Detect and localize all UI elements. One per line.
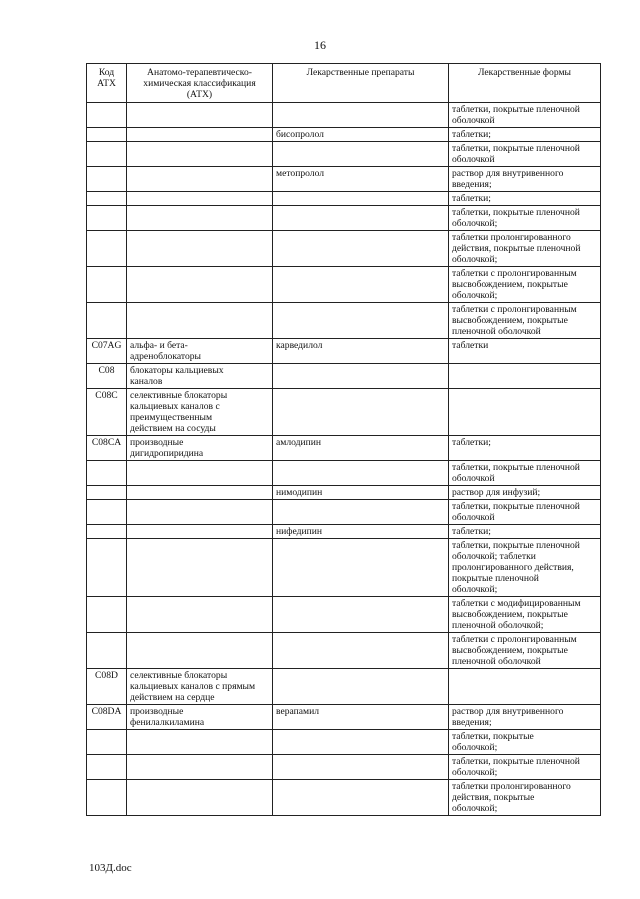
cell-code (87, 142, 127, 167)
table-row (87, 231, 601, 267)
table-row (87, 539, 601, 597)
cell-drug (273, 730, 449, 755)
cell-classification (127, 339, 273, 364)
cell-line: раствор для инфузий; (452, 487, 541, 498)
cell-classification (127, 730, 273, 755)
cell-drug (273, 539, 449, 597)
cell-line: таблетки пролонгированного (452, 781, 571, 792)
cell-form (449, 669, 601, 705)
cell-line: блокаторы кальциевых (130, 365, 224, 376)
cell-form (449, 461, 601, 486)
table-row (87, 206, 601, 231)
cell-code (87, 128, 127, 142)
table-row (87, 267, 601, 303)
cell-code (87, 206, 127, 231)
cell-code: C08 (87, 364, 127, 389)
cell-code (87, 192, 127, 206)
cell-form (449, 167, 601, 192)
cell-line: введения; (452, 179, 492, 190)
cell-line: введения; (452, 717, 492, 728)
cell-drug (273, 500, 449, 525)
cell-line: оболочкой (452, 512, 495, 523)
cell-line: оболочкой; (452, 803, 498, 814)
cell-line: таблетки с пролонгированным (452, 268, 577, 279)
cell-code: C07AG (87, 339, 127, 364)
cell-code: C08D (87, 669, 127, 705)
cell-line: оболочкой; (452, 767, 498, 778)
cell-line: таблетки, покрытые пленочной (452, 540, 580, 551)
cell-drug (273, 705, 449, 730)
cell-code: C08CA (87, 436, 127, 461)
cell-line: оболочкой; таблетки (452, 551, 536, 562)
cell-code (87, 167, 127, 192)
cell-code: C08DA (87, 705, 127, 730)
cell-line: пленочной оболочкой (452, 326, 541, 337)
cell-line: карведилол (276, 340, 323, 351)
table-row (87, 525, 601, 539)
cell-line: нифедипин (276, 526, 323, 537)
cell-line: Лекарственные препараты (306, 67, 415, 78)
table-row (87, 461, 601, 486)
table-row (87, 128, 601, 142)
cell-form (449, 705, 601, 730)
cell-line: действием на сердце (130, 692, 215, 703)
cell-line: преимущественным (130, 412, 213, 423)
cell-line: адреноблокаторы (130, 351, 201, 362)
cell-drug (273, 303, 449, 339)
cell-classification (127, 525, 273, 539)
cell-classification (127, 755, 273, 780)
cell-line: таблетки, покрытые пленочной (452, 104, 580, 115)
table-row (87, 633, 601, 669)
cell-line: высвобождением, покрытые (452, 279, 568, 290)
cell-form (449, 128, 601, 142)
cell-classification (127, 486, 273, 500)
header-forms (449, 64, 601, 103)
cell-line: (АТХ) (186, 89, 213, 100)
header-code (87, 64, 127, 103)
cell-line: каналов (130, 376, 163, 387)
cell-drug (273, 231, 449, 267)
table-row (87, 303, 601, 339)
cell-line: таблетки; (452, 526, 491, 537)
cell-code (87, 500, 127, 525)
cell-line: действием на сосуды (130, 423, 216, 434)
cell-form (449, 597, 601, 633)
cell-classification (127, 461, 273, 486)
cell-form (449, 539, 601, 597)
cell-line: нимодипин (276, 487, 323, 498)
cell-classification (127, 364, 273, 389)
cell-line: таблетки с пролонгированным (452, 634, 577, 645)
table-row (87, 103, 601, 128)
cell-drug (273, 461, 449, 486)
cell-code (87, 780, 127, 816)
cell-line: высвобождением, покрытые (452, 645, 568, 656)
cell-drug (273, 339, 449, 364)
cell-line: амлодипин (276, 437, 322, 448)
cell-form (449, 192, 601, 206)
cell-drug (273, 486, 449, 500)
page-number: 16 (314, 38, 326, 52)
cell-form (449, 755, 601, 780)
cell-form (449, 339, 601, 364)
cell-line: раствор для внутривенного (452, 168, 564, 179)
header-classification (127, 64, 273, 103)
cell-line: таблетки с модифицированным (452, 598, 581, 609)
cell-form (449, 633, 601, 669)
cell-classification (127, 633, 273, 669)
cell-code (87, 461, 127, 486)
cell-line: таблетки; (452, 129, 491, 140)
cell-classification (127, 231, 273, 267)
cell-classification (127, 539, 273, 597)
table-row (87, 364, 601, 389)
cell-line: оболочкой (452, 115, 495, 126)
cell-line: селективные блокаторы (130, 670, 228, 681)
cell-line: кальциевых каналов с прямым (130, 681, 256, 692)
cell-classification (127, 206, 273, 231)
cell-line: оболочкой; (452, 742, 498, 753)
cell-line: дигидропиридина (130, 448, 204, 459)
cell-drug (273, 128, 449, 142)
cell-line: таблетки (452, 340, 489, 351)
cell-classification (127, 167, 273, 192)
cell-line: таблетки, покрытые пленочной (452, 207, 580, 218)
cell-line: селективные блокаторы (130, 390, 228, 401)
cell-classification (127, 669, 273, 705)
table-row (87, 142, 601, 167)
table-row (87, 597, 601, 633)
cell-line: оболочкой; (452, 254, 498, 265)
cell-line: метопролол (276, 168, 325, 179)
cell-line: действия, покрытые пленочной (452, 243, 581, 254)
cell-line: таблетки пролонгированного (452, 232, 571, 243)
cell-code (87, 539, 127, 597)
cell-drug (273, 142, 449, 167)
cell-line: Лекарственные формы (477, 67, 571, 78)
cell-classification (127, 267, 273, 303)
cell-drug (273, 597, 449, 633)
cell-form (449, 486, 601, 500)
cell-code: C08C (87, 389, 127, 436)
cell-classification (127, 436, 273, 461)
cell-form (449, 103, 601, 128)
cell-code (87, 267, 127, 303)
cell-line: пролонгированного действия, (452, 562, 574, 573)
cell-form (449, 500, 601, 525)
cell-form (449, 436, 601, 461)
cell-line: таблетки, покрытые пленочной (452, 756, 580, 767)
table-row (87, 500, 601, 525)
cell-line: Код (98, 67, 115, 78)
cell-form (449, 231, 601, 267)
table-header (87, 64, 601, 103)
table-body (87, 103, 601, 816)
cell-line: таблетки, покрытые пленочной (452, 462, 580, 473)
cell-form (449, 267, 601, 303)
cell-classification (127, 780, 273, 816)
table-row (87, 436, 601, 461)
cell-code (87, 730, 127, 755)
cell-line: бисопролол (276, 129, 324, 140)
table-row (87, 192, 601, 206)
cell-drug (273, 103, 449, 128)
header-row (87, 64, 601, 103)
cell-line: раствор для внутривенного (452, 706, 564, 717)
cell-line: высвобождением, покрытые (452, 315, 568, 326)
cell-drug (273, 364, 449, 389)
cell-line: покрытые пленочной (452, 573, 539, 584)
header-drugs (273, 64, 449, 103)
cell-form (449, 525, 601, 539)
cell-code (87, 303, 127, 339)
cell-classification (127, 192, 273, 206)
cell-classification (127, 128, 273, 142)
cell-classification (127, 142, 273, 167)
cell-form (449, 364, 601, 389)
cell-line: высвобождением, покрытые (452, 609, 568, 620)
cell-code (87, 525, 127, 539)
cell-line: действия, покрытые (452, 792, 535, 803)
table-row (87, 486, 601, 500)
cell-line: производные (130, 706, 184, 717)
cell-classification (127, 705, 273, 730)
cell-drug (273, 206, 449, 231)
cell-line: оболочкой; (452, 218, 498, 229)
cell-form (449, 206, 601, 231)
cell-classification (127, 303, 273, 339)
cell-line: верапамил (276, 706, 320, 717)
cell-form (449, 303, 601, 339)
cell-form (449, 780, 601, 816)
cell-code (87, 103, 127, 128)
cell-drug (273, 669, 449, 705)
table-row (87, 705, 601, 730)
cell-drug (273, 525, 449, 539)
cell-line: химическая классификация (143, 78, 256, 89)
cell-code (87, 633, 127, 669)
cell-code (87, 231, 127, 267)
table-row (87, 389, 601, 436)
table-row (87, 780, 601, 816)
cell-drug (273, 633, 449, 669)
cell-code (87, 486, 127, 500)
cell-drug (273, 755, 449, 780)
cell-classification (127, 389, 273, 436)
cell-drug (273, 167, 449, 192)
cell-classification (127, 500, 273, 525)
table-row (87, 730, 601, 755)
cell-drug (273, 192, 449, 206)
cell-code (87, 597, 127, 633)
cell-classification (127, 597, 273, 633)
cell-drug (273, 780, 449, 816)
cell-line: оболочкой (452, 473, 495, 484)
cell-line: оболочкой (452, 154, 495, 165)
cell-line: таблетки, покрытые пленочной (452, 501, 580, 512)
cell-line: пленочной оболочкой (452, 656, 541, 667)
table-row (87, 669, 601, 705)
cell-line: фенилалкиламина (130, 717, 205, 728)
table-row (87, 755, 601, 780)
cell-drug (273, 389, 449, 436)
cell-line: кальциевых каналов с (130, 401, 220, 412)
cell-form (449, 389, 601, 436)
cell-line: таблетки; (452, 437, 491, 448)
cell-line: таблетки, покрытые пленочной (452, 143, 580, 154)
table-row (87, 167, 601, 192)
cell-line: альфа- и бета- (130, 340, 188, 351)
cell-line: АТХ (97, 78, 116, 89)
cell-line: Анатомо-терапевтическо- (147, 67, 252, 78)
cell-line: оболочкой; (452, 584, 498, 595)
cell-line: оболочкой; (452, 290, 498, 301)
atx-drug-table (86, 63, 601, 816)
cell-form (449, 730, 601, 755)
cell-line: таблетки; (452, 193, 491, 204)
cell-drug (273, 436, 449, 461)
cell-classification (127, 103, 273, 128)
cell-line: таблетки, покрытые (452, 731, 534, 742)
cell-line: пленочной оболочкой; (452, 620, 544, 631)
cell-line: таблетки с пролонгированным (452, 304, 577, 315)
footer-filename: 103Д.doc (89, 862, 132, 874)
cell-code (87, 755, 127, 780)
cell-form (449, 142, 601, 167)
cell-drug (273, 267, 449, 303)
table-row (87, 339, 601, 364)
cell-line: производные (130, 437, 184, 448)
